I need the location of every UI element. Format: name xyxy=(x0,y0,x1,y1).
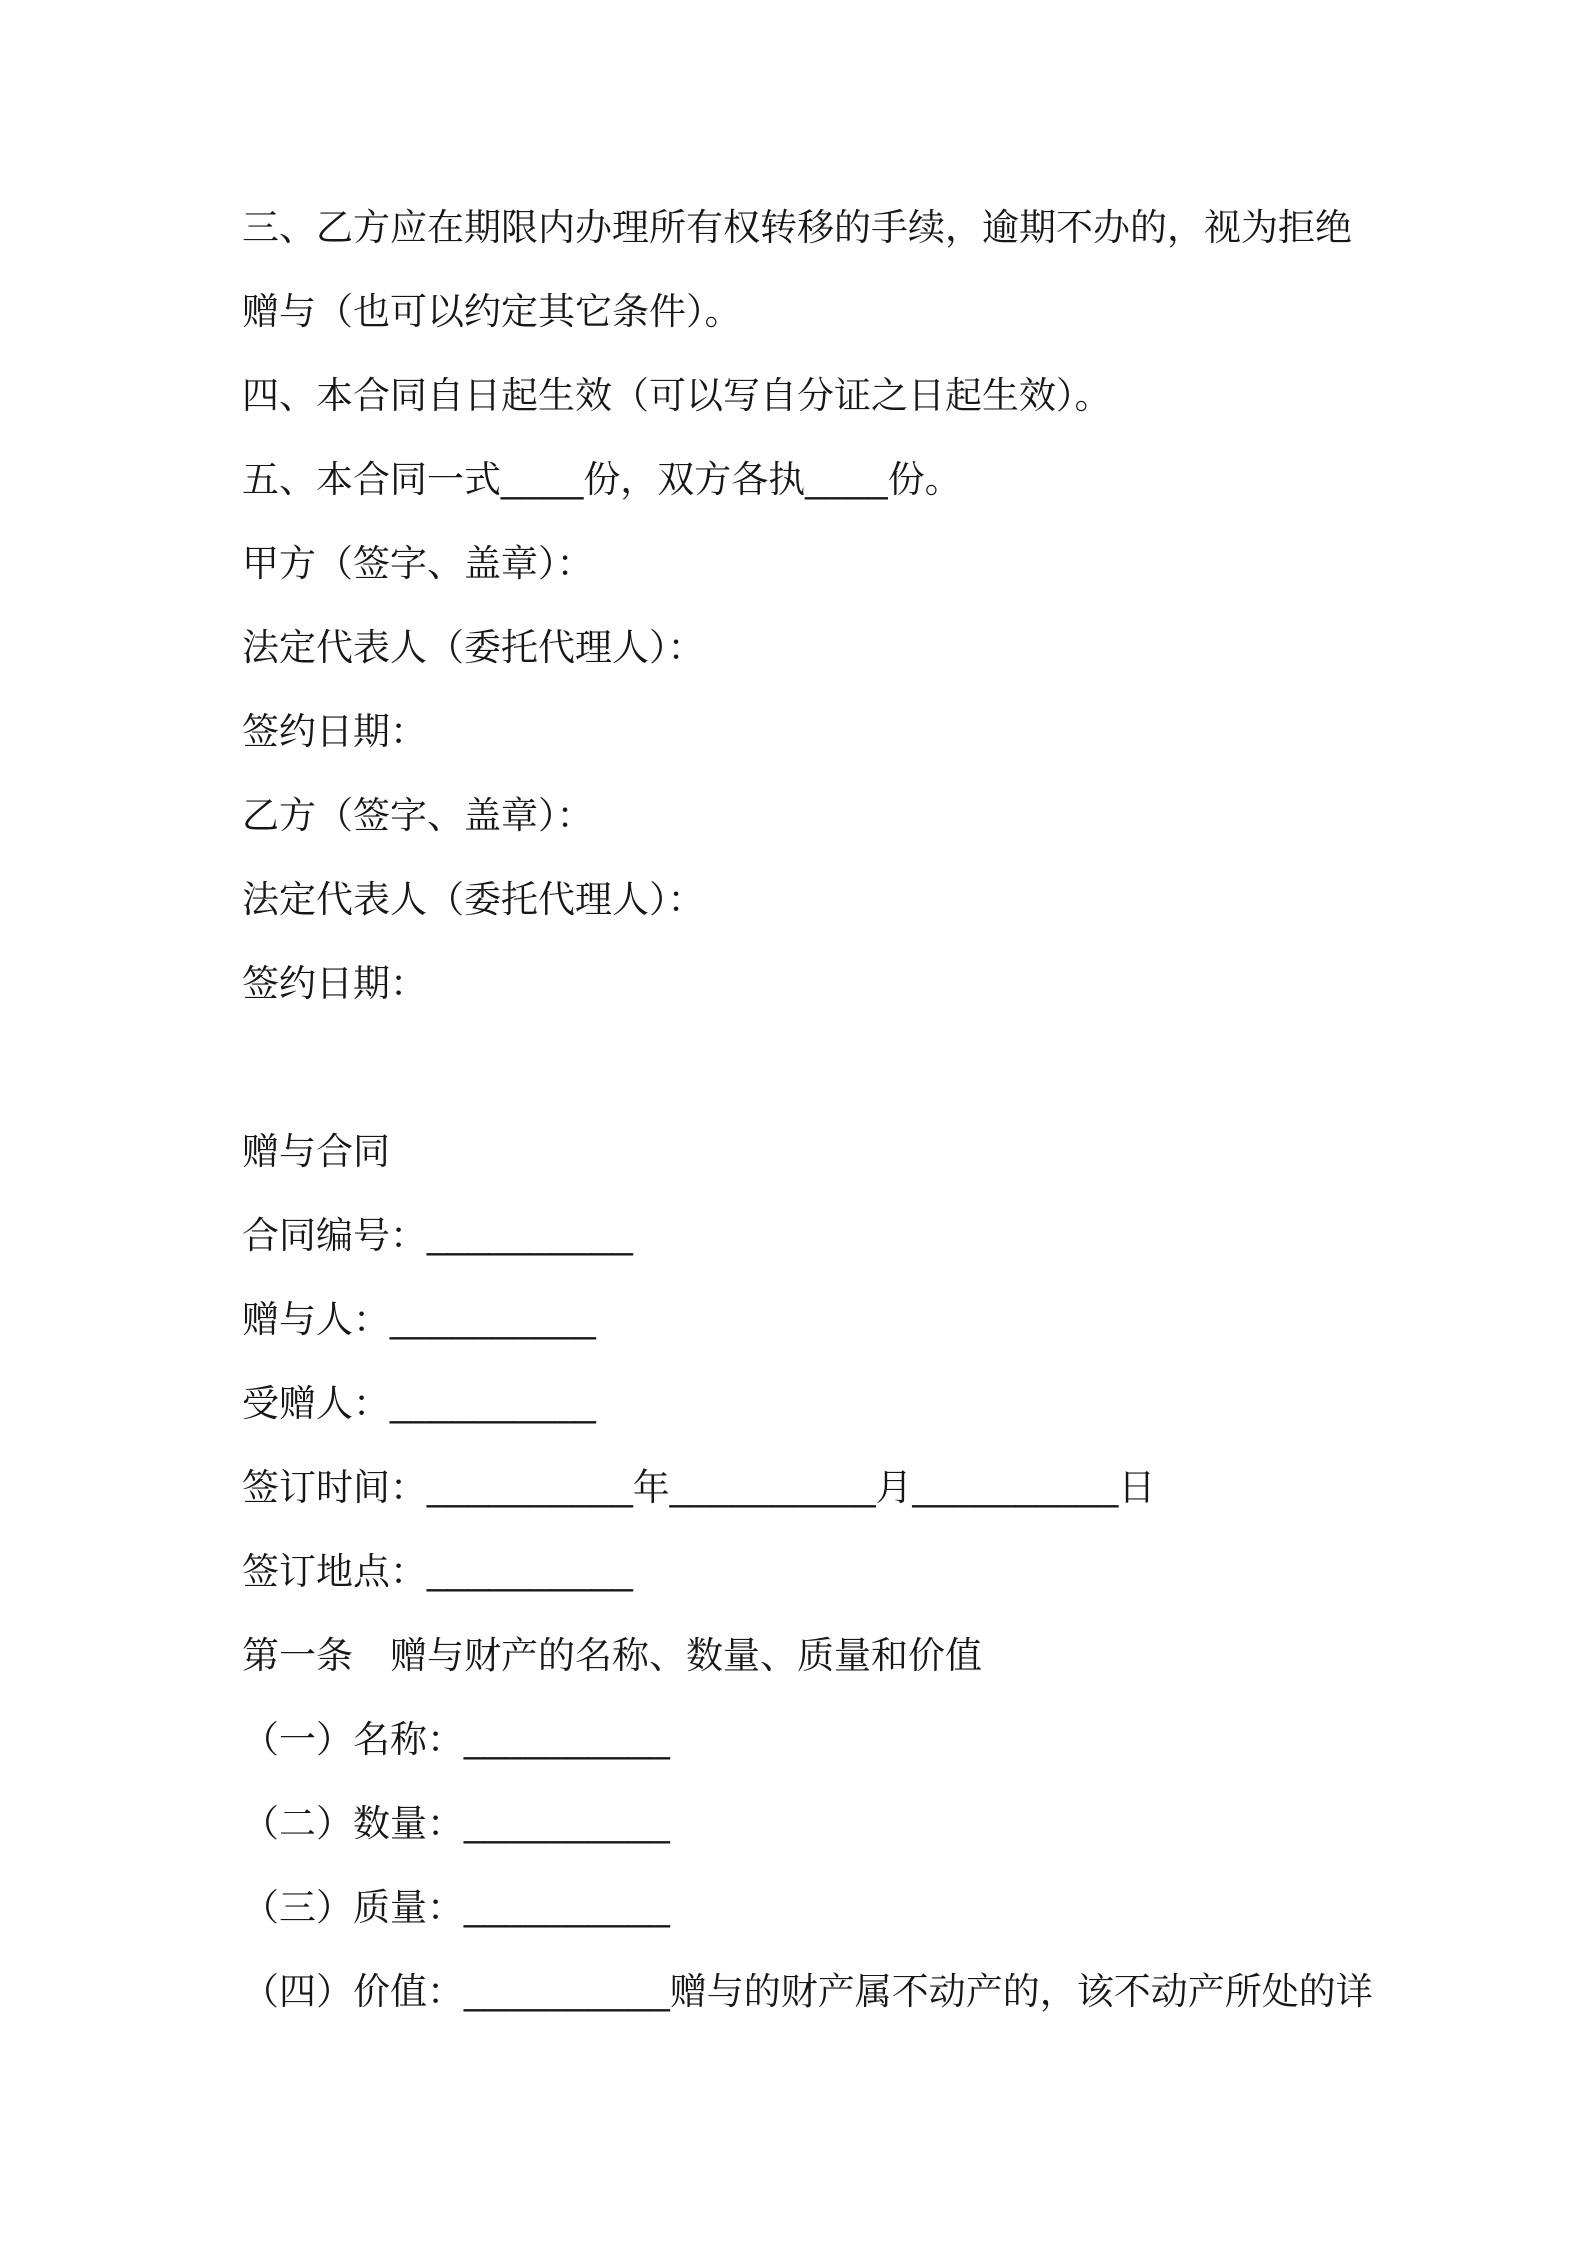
article-1-heading: 第一条 赠与财产的名称、数量、质量和价值 xyxy=(242,1635,982,1676)
article-1-item-name: （一）名称：__________ xyxy=(242,1719,670,1760)
article-1-item-quality: （三）质量：__________ xyxy=(242,1887,670,1928)
spacer xyxy=(242,1026,1442,1110)
document-body xyxy=(242,186,1442,2034)
signing-time-field: 签订时间：__________年__________月__________日 xyxy=(242,1467,1156,1508)
donor-field: 赠与人：__________ xyxy=(242,1299,596,1340)
article-1-item-quantity: （二）数量：__________ xyxy=(242,1803,670,1844)
contract-number-field: 合同编号：__________ xyxy=(242,1215,633,1256)
party-b-sign-date: 签约日期： xyxy=(242,963,427,1004)
contract-title: 赠与合同 xyxy=(242,1131,390,1172)
clause-3-line-1: 三、乙方应在期限内办理所有权转移的手续，逾期不办的，视为拒绝 xyxy=(242,207,1352,248)
party-a-representative: 法定代表人（委托代理人）： xyxy=(242,627,705,668)
party-b-signature: 乙方（签字、盖章）： xyxy=(242,795,594,836)
party-b-representative: 法定代表人（委托代理人）： xyxy=(242,879,705,920)
party-a-signature: 甲方（签字、盖章）： xyxy=(242,543,594,584)
clause-3-line-2: 赠与（也可以约定其它条件）。 xyxy=(242,291,742,332)
donee-field: 受赠人：__________ xyxy=(242,1383,596,1424)
party-a-sign-date: 签约日期： xyxy=(242,711,427,752)
signing-place-field: 签订地点：__________ xyxy=(242,1551,633,1592)
article-1-item-value: （四）价值：__________赠与的财产属不动产的，该不动产所处的详 xyxy=(242,1971,1373,2012)
clause-5: 五、本合同一式____份，双方各执____份。 xyxy=(242,459,962,500)
clause-4: 四、本合同自日起生效（可以写自分证之日起生效）。 xyxy=(242,375,1112,416)
